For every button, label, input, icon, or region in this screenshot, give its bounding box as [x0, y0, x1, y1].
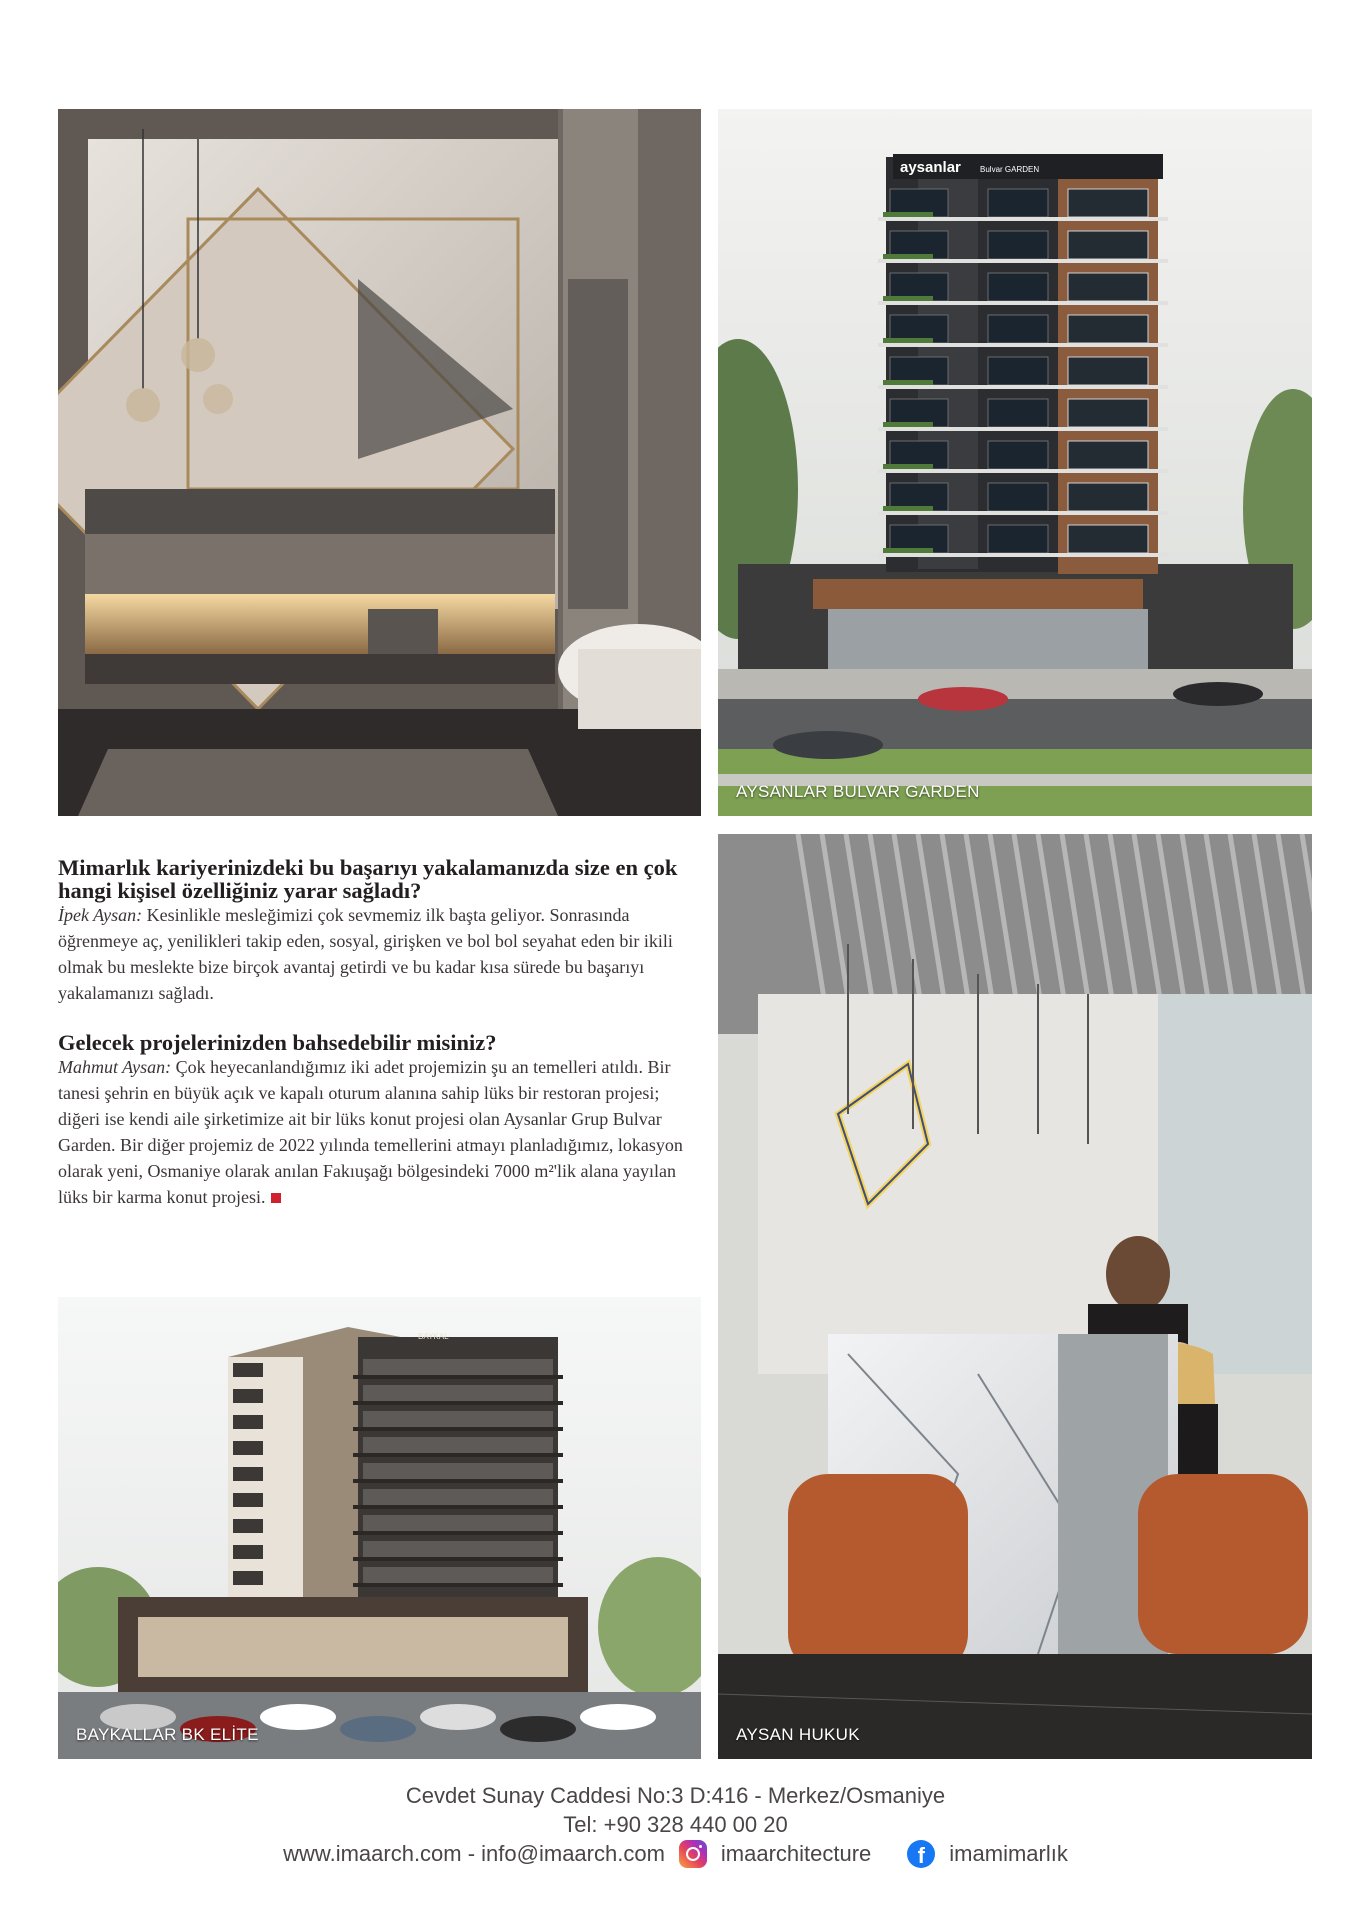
footer-web-email[interactable]: www.imaarch.com - info@imaarch.com [283, 1841, 665, 1866]
footer-address: Cevdet Sunay Caddesi No:3 D:416 - Merkez/Osmaniye [405, 1783, 946, 1808]
baykallar-illustration [58, 1297, 701, 1759]
baykallar-photo [58, 1297, 701, 1759]
answer-1-speaker: İpek Aysan: [58, 905, 143, 925]
bulvar-garden-photo [718, 109, 1312, 816]
answer-2-text: Çok heyecanlandığımız iki adet projemizin şu an temelleri atıldı. Bir tanesi şehrin en büyük açık ve kapalı oturum alanına sahip lüks bir restoran projesi; diğeri ise kendi aile şirketimize ait bir lüks konut projesi olan Aysanlar Grup Bulvar Garden. Bir diğer projemiz de 2022 yılında temellerini atmayı planladığımız, lokasyon olarak yeni, Osmaniye olarak anılan Fakıuşağı bölgesindeki 7000 m²'lik alana yayılan lüks bir karma konut projesi. [58, 1057, 683, 1207]
baykallar-caption: BAYKALLAR BK ELİTE [76, 1725, 259, 1744]
article [58, 856, 698, 1210]
answer-1 [58, 902, 698, 1006]
office-photo [718, 834, 1312, 1759]
office-illustration [718, 834, 1312, 1759]
footer-phone: Tel: +90 328 440 00 20 [563, 1812, 788, 1837]
end-mark [271, 1193, 281, 1203]
office-caption: AYSAN HUKUK [736, 1725, 860, 1744]
interview-block-2 [58, 1031, 698, 1210]
bathroom-illustration [58, 109, 701, 816]
bulvar-sign-sub: Bulvar GARDEN [980, 165, 1040, 174]
answer-2 [58, 1054, 698, 1210]
interview-block-1 [58, 856, 698, 1006]
question-2: Gelecek projelerinizden bahsedebilir misiniz? [58, 1030, 497, 1055]
footer-contact-row [0, 1840, 1351, 1868]
baykallar-sign: BAYKAL [418, 1332, 449, 1341]
bathroom-photo [58, 109, 701, 816]
bulvar-garden-illustration [718, 109, 1312, 816]
answer-1-text: Kesinlikle mesleğimizi çok sevmemiz ilk başta geliyor. Sonrasında öğrenmeye aç, yenilikleri takip eden, sosyal, girişken ve bol bol seyahat eden bir ikili olmak bu meslekte bize birçok avantaj getirdi ve bu kadar kısa sürede bu başarıyı yakalamanızı sağladı. [58, 905, 673, 1003]
bulvar-sign: aysanlar [900, 159, 961, 176]
facebook-handle[interactable]: imamimarlık [949, 1841, 1068, 1866]
instagram-handle[interactable]: imaarchitecture [720, 1841, 872, 1866]
facebook-icon[interactable]: f [907, 1840, 935, 1868]
instagram-icon[interactable] [679, 1840, 707, 1868]
question-1: Mimarlık kariyerinizdeki bu başarıyı yakalamanızda size en çok hangi kişisel özelliğiniz yarar sağladı? [58, 855, 678, 903]
answer-2-speaker: Mahmut Aysan: [58, 1057, 172, 1077]
bulvar-caption: AYSANLAR BULVAR GARDEN [736, 782, 980, 801]
